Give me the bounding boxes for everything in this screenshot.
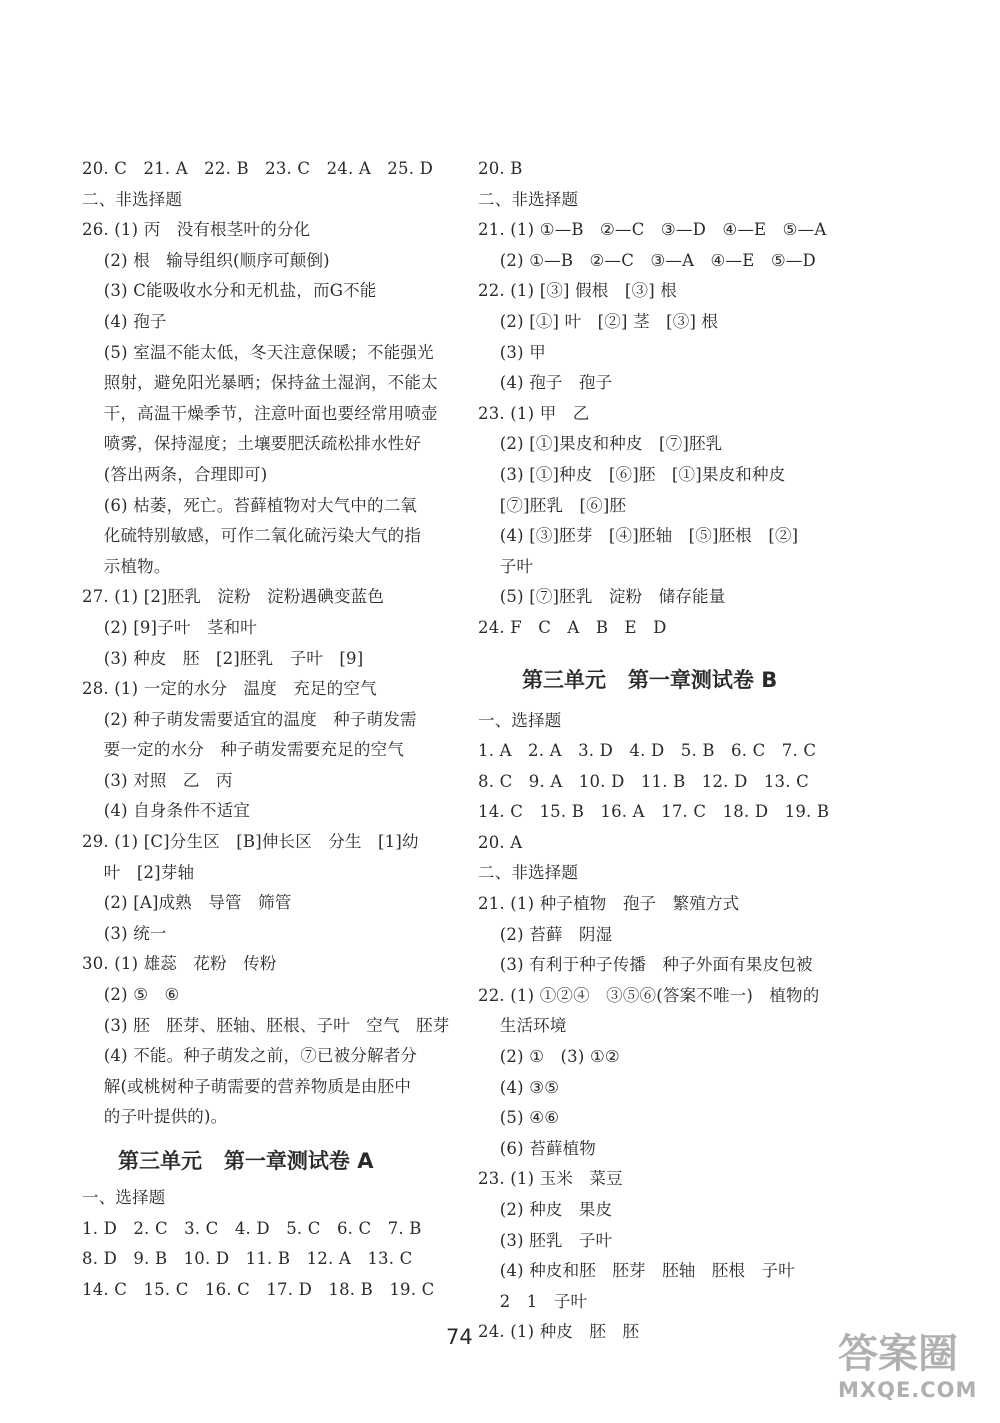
answer-line: (2) 根 输导组织(顺序可颠倒) <box>82 250 330 270</box>
answer-line: 23. (1) 玉米 菜豆 <box>478 1169 623 1189</box>
right-column <box>478 154 853 1348</box>
answer-line: (3) [①]种皮 [⑥]胚 [①]果皮和种皮 <box>478 464 786 484</box>
answer-line: 叶 [2]芽轴 <box>82 862 195 882</box>
answer-line: 24. (1) 种皮 胚 胚 <box>478 1322 640 1342</box>
answer-line: 26. (1) 丙 没有根茎叶的分化 <box>82 220 311 240</box>
answer-line: 27. (1) [2]胚乳 淀粉 淀粉遇碘变蓝色 <box>82 587 385 607</box>
answer-line: (6) 枯萎，死亡。苔藓植物对大气中的二氧 <box>82 495 418 515</box>
answer-line: 化硫特别敏感，可作二氧化硫污染大气的指 <box>82 526 422 546</box>
answer-line: (3) 种皮 胚 [2]胚乳 子叶 [9] <box>82 648 364 668</box>
answer-line: 28. (1) 一定的水分 温度 充足的空气 <box>82 679 377 699</box>
answer-line: 22. (1) ①②④ ③⑤⑥(答案不唯一) 植物的 <box>478 985 820 1005</box>
answer-line: 14. C 15. C 16. C 17. D 18. B 19. C <box>82 1279 435 1299</box>
answer-line: 喷雾，保持湿度；土壤要肥沃疏松排水性好 <box>82 434 422 454</box>
answer-line: 21. (1) 种子植物 孢子 繁殖方式 <box>478 894 740 914</box>
answer-line: 子叶 <box>478 556 534 576</box>
answer-line: (3) 对照 乙 丙 <box>82 770 233 790</box>
right-answers-before <box>478 154 853 644</box>
section-heading-a: 第三单元 第一章测试卷 A <box>118 1149 374 1173</box>
answer-line: 21. (1) ①—B ②—C ③—D ④—E ⑤—A <box>478 220 827 240</box>
answer-line: (3) 统一 <box>82 923 167 943</box>
answer-line: 20. B <box>478 159 523 178</box>
answer-line: 一、选择题 <box>478 710 562 730</box>
answer-line: 14. C 15. B 16. A 17. C 18. D 19. B <box>478 802 830 822</box>
answer-line: (答出两条，合理即可) <box>82 464 268 484</box>
answer-line: 要一定的水分 种子萌发需要充足的空气 <box>82 740 405 760</box>
answer-line: 一、选择题 <box>82 1188 166 1207</box>
watermark-url-text: MXQE.COM <box>838 1378 978 1402</box>
answer-line: 二、非选择题 <box>82 189 183 209</box>
answer-line: (4) 不能。种子萌发之前，⑦已被分解者分 <box>82 1046 418 1066</box>
answer-line: 22. (1) [③] 假根 [③] 根 <box>478 281 677 301</box>
answer-line: (4) ③⑤ <box>478 1077 560 1097</box>
answer-line: (2) ①—B ②—C ③—A ④—E ⑤—D <box>478 250 816 270</box>
page-number: 74 <box>446 1325 473 1349</box>
answer-line: (2) [①]果皮和种皮 [⑦]胚乳 <box>478 434 723 454</box>
answer-line: (2) [A]成熟 导管 筛管 <box>82 893 292 913</box>
answer-line: (5) ④⑥ <box>478 1108 560 1128</box>
answer-line: 解(或桃树种子萌需要的营养物质是由胚中 <box>82 1076 412 1096</box>
answer-line: (2) 种皮 果皮 <box>478 1200 613 1219</box>
answer-line: (3) C能吸收水分和无机盐，而G不能 <box>82 281 377 301</box>
answer-line: (2) 苔藓 阴湿 <box>478 924 613 944</box>
answer-line: (2) ⑤ ⑥ <box>82 985 180 1005</box>
answer-line: (3) 甲 <box>478 342 546 362</box>
answer-line: 1. A 2. A 3. D 4. D 5. B 6. C 7. C <box>478 741 817 761</box>
answer-line: 生活环境 <box>478 1016 567 1036</box>
left-answers-after <box>82 1183 452 1305</box>
answer-line: [⑦]胚乳 [⑥]胚 <box>478 495 627 515</box>
answer-line: 照射，避免阳光暴晒；保持盆土湿润，不能太 <box>82 373 438 393</box>
answer-line: (3) 有利于种子传播 种子外面有果皮包被 <box>478 955 813 975</box>
answer-line: 2 1 子叶 <box>478 1291 588 1311</box>
watermark-logo <box>838 1330 988 1414</box>
answer-line: (2) ① (3) ①② <box>478 1047 620 1067</box>
answer-line: 二、非选择题 <box>478 863 579 883</box>
right-answers-after <box>478 706 853 1348</box>
section-heading-b: 第三单元 第一章测试卷 B <box>522 667 778 692</box>
answer-line: 30. (1) 雄蕊 花粉 传粉 <box>82 954 277 974</box>
answer-line: 8. D 9. B 10. D 11. B 12. A 13. C <box>82 1249 413 1269</box>
watermark-main-text: 答案圈 <box>838 1331 958 1377</box>
answer-line: 示植物。 <box>82 556 171 576</box>
answer-line: 20. C 21. A 22. B 23. C 24. A 25. D <box>82 159 434 178</box>
answer-line: (2) [①] 叶 [②] 茎 [③] 根 <box>478 311 719 331</box>
left-answers-before <box>82 154 452 1133</box>
answer-line: 的子叶提供的)。 <box>82 1107 228 1127</box>
answer-line: 23. (1) 甲 乙 <box>478 403 590 423</box>
answer-line: (5) 室温不能太低，冬天注意保暖；不能强光 <box>82 342 434 362</box>
answer-line: (4) 孢子 <box>82 311 167 331</box>
answer-line: (2) [9]子叶 茎和叶 <box>82 617 258 637</box>
answer-line: (3) 胚 胚芽、胚轴、胚根、子叶 空气 胚芽 <box>82 1015 450 1035</box>
answer-line: 29. (1) [C]分生区 [B]伸长区 分生 [1]幼 <box>82 832 419 852</box>
answer-line: (4) 孢子 孢子 <box>478 373 613 393</box>
answer-line: (4) 自身条件不适宜 <box>82 801 251 821</box>
answer-line: (2) 种子萌发需要适宜的温度 种子萌发需 <box>82 709 417 729</box>
answer-line: 8. C 9. A 10. D 11. B 12. D 13. C <box>478 771 809 791</box>
answer-line: 二、非选择题 <box>478 189 579 209</box>
answer-line: 24. F C A B E D <box>478 617 667 637</box>
answer-line: (6) 苔藓植物 <box>478 1138 596 1158</box>
answer-line: (3) 胚乳 子叶 <box>478 1230 613 1250</box>
answer-line: 干，高温干燥季节，注意叶面也要经常用喷壶 <box>82 403 438 423</box>
answer-line: (5) [⑦]胚乳 淀粉 储存能量 <box>478 587 726 607</box>
answer-line: (4) 种皮和胚 胚芽 胚轴 胚根 子叶 <box>478 1261 795 1281</box>
answer-line: (4) [③]胚芽 [④]胚轴 [⑤]胚根 [②] <box>478 526 799 546</box>
left-column <box>82 154 452 1305</box>
answer-line: 20. A <box>478 832 523 852</box>
answer-line: 1. D 2. C 3. C 4. D 5. C 6. C 7. B <box>82 1218 422 1238</box>
